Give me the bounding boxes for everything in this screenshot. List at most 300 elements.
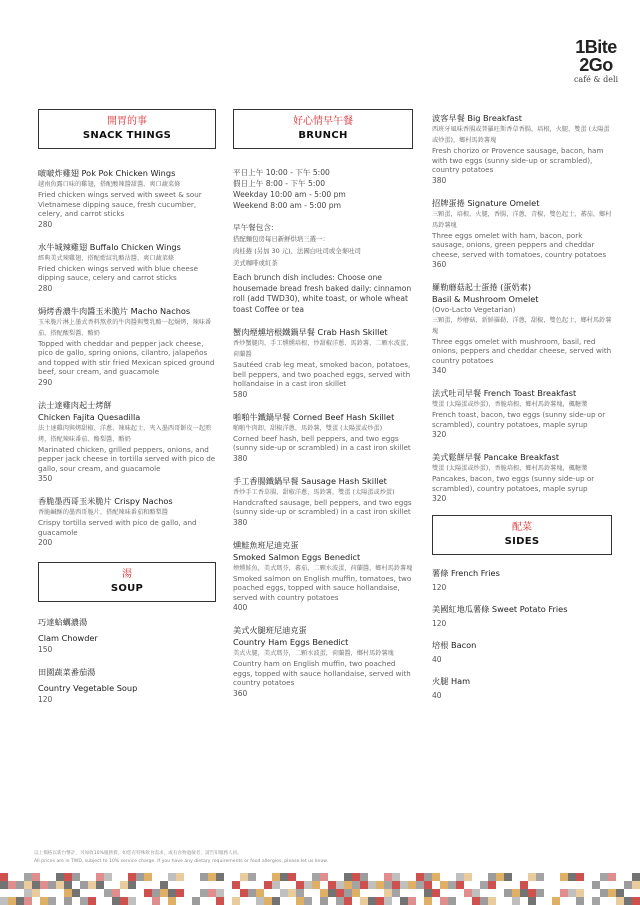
pattern-square (424, 889, 432, 897)
item-price: 400 (233, 603, 248, 612)
pattern-square (160, 881, 168, 889)
item-title: 法士達雞肉起士烤餅 (38, 399, 112, 410)
footer-notes (34, 850, 594, 866)
pattern-square (616, 889, 624, 897)
item-title: 水牛城辣雞翅 Buffalo Chicken Wings (38, 241, 181, 252)
pattern-square (632, 873, 640, 881)
item-desc-zh: 美式火腿，美式瑪芬，二顆水波蛋，荷蘭醬，鄉村馬鈴薯塊 (233, 650, 394, 657)
pattern-square (608, 873, 616, 881)
pattern-square (256, 897, 264, 905)
pattern-square (128, 873, 136, 881)
pattern-square (176, 873, 184, 881)
item-title-en: Clam Chowder (38, 633, 98, 643)
pattern-square (72, 889, 80, 897)
column-right (432, 112, 612, 711)
pattern-square (360, 897, 368, 905)
item-title: 招牌蛋捲 Signature Omelet (432, 197, 540, 208)
pattern-square (144, 889, 152, 897)
item-desc-en: Fried chicken wings served with blue cheese dipping sauce, celery and carrot sticks (38, 263, 198, 282)
item-title-en: Country Vegetable Soup (38, 683, 138, 693)
item-title: 美式火腿班尼迪克蛋 (233, 625, 307, 635)
section-title-en: BRUNCH (298, 130, 348, 141)
pattern-square (440, 897, 448, 905)
pattern-square (424, 873, 432, 881)
item-title: 啪啪牛鐵鍋早餐 Corned Beef Hash Skillet (233, 411, 395, 422)
pattern-square (344, 881, 352, 889)
item-desc-en: Fresh chorizo or Provence sausage, bacon, ham with two eggs (sunny side-up or scrambled), country potatoes (432, 146, 604, 174)
pattern-square (592, 881, 600, 889)
item-desc-en: French toast, bacon, two eggs (sunny side-up or scrambled), country potatoes, maple syrup (432, 410, 606, 429)
item-price: 320 (432, 430, 447, 439)
pattern-square (64, 873, 72, 881)
soup-header (38, 562, 216, 602)
pattern-square (600, 873, 608, 881)
includes-line-zh: 肉桂捲 (另加 30 元)、法國白吐司或全麥吐司 (233, 247, 361, 255)
pattern-square (304, 881, 312, 889)
item-desc-en: Topped with cheddar and pepper jack cheese, pico de gallo, spring onions, cilantro, jalapeños and topped with stir fried Mexican spiced ground beef, sour cream, and guacamole (38, 338, 215, 376)
pattern-square (392, 873, 400, 881)
pattern-square (392, 889, 400, 897)
brunch-includes (233, 222, 413, 315)
menu-item (233, 539, 413, 614)
item-desc-zh: 西班牙風味香腸或普羅旺斯香草香腸，培根，火腿，雙蛋 (太陽蛋或炒蛋)，鄉村馬鈴薯塊 (432, 126, 610, 144)
pattern-square (296, 897, 304, 905)
item-desc-zh: 啪啪牛肉卸，甜椒洋蔥，馬鈴薯，雙蛋 (太陽蛋或炒蛋) (233, 424, 383, 432)
menu-item (432, 639, 612, 665)
item-title-en: Basil & Mushroom Omelet (432, 294, 539, 304)
pattern-square (32, 881, 40, 889)
includes-line-zh: 美式咖啡或紅茶 (233, 259, 278, 267)
pattern-square (560, 889, 568, 897)
section-title-en: SNACK THINGS (82, 130, 172, 141)
pattern-square (320, 873, 328, 881)
pattern-square (24, 897, 32, 905)
pattern-square (40, 897, 48, 905)
menu-item (38, 616, 216, 655)
pattern-square (512, 889, 520, 897)
item-title: 田園蔬菜番茄湯 (38, 667, 96, 677)
logo (560, 38, 632, 84)
pattern-square (104, 889, 112, 897)
pattern-square (344, 889, 352, 897)
pattern-square (24, 889, 32, 897)
menu-item (432, 387, 612, 440)
pattern-square (56, 873, 64, 881)
item-desc-en: Three eggs omelet with ham, bacon, pork sausage, onions, green peppers and cheddar cheese, served with tomatoes, country potatoes (432, 230, 607, 259)
pattern-square (16, 881, 24, 889)
brunch-header (233, 109, 413, 149)
sides-header (432, 515, 612, 555)
pattern-square (168, 897, 176, 905)
pattern-square (168, 873, 176, 881)
pattern-square (416, 873, 424, 881)
pattern-square (216, 873, 224, 881)
pattern-square (568, 873, 576, 881)
item-title: 羅勒蘑菇起士蛋捲 (蛋奶素) (432, 282, 532, 292)
pattern-square (576, 873, 584, 881)
pattern-square (248, 873, 256, 881)
pattern-square (384, 873, 392, 881)
pattern-square (320, 889, 328, 897)
pattern-square (400, 881, 408, 889)
pattern-square (8, 881, 16, 889)
item-desc-zh: 雙蛋 (太陽蛋或炒蛋)，香脆培根，鄉村馬鈴薯塊，楓糖漿 (432, 401, 588, 408)
item-desc-en: Three eggs omelet with mushroom, basil, red onions, peppers and cheddar cheese, served with country potatoes (432, 336, 612, 365)
pattern-square (200, 889, 208, 897)
pattern-square (208, 873, 216, 881)
pattern-square (24, 873, 32, 881)
item-price: 380 (233, 453, 248, 463)
item-title: 蟹肉煙燻培根鐵鍋早餐 Crab Hash Skillet (233, 327, 388, 337)
item-title-en: Smoked Salmon Eggs Benedict (233, 551, 361, 562)
pattern-square (336, 889, 344, 897)
pattern-square (464, 889, 472, 897)
item-price: 350 (38, 474, 53, 483)
pattern-square (384, 897, 392, 905)
pattern-square (336, 897, 344, 905)
pattern-square (88, 897, 96, 905)
pattern-square (528, 897, 536, 905)
item-price: 360 (233, 688, 248, 698)
logo-line-1: 1Bite (575, 37, 617, 57)
section-title-zh: 配菜 (512, 522, 532, 533)
item-price: 380 (432, 175, 447, 185)
pattern-square (576, 897, 584, 905)
item-desc-en: Country ham on English muffin, two poached eggs, topped with sauce hollandaise, served with country potatoes (233, 659, 411, 687)
pattern-square (192, 897, 200, 905)
item-desc-zh: 香脆鹹酥的墨西哥脆片，搭配辣味番茄和酪梨醬 (38, 509, 168, 516)
section-title-en: SIDES (504, 536, 540, 547)
pattern-square (504, 889, 512, 897)
pattern-square (144, 873, 152, 881)
menu-item (432, 197, 612, 271)
item-price: 290 (38, 377, 53, 387)
pattern-square (624, 881, 632, 889)
pattern-square (480, 897, 488, 905)
pattern-square (552, 897, 560, 905)
pattern-square (344, 897, 352, 905)
pattern-square (88, 881, 96, 889)
section-title-zh: 開胃的事 (107, 116, 147, 127)
pattern-square (520, 881, 528, 889)
pattern-square (376, 897, 384, 905)
pattern-square (8, 897, 16, 905)
pattern-square (24, 881, 32, 889)
pattern-square (600, 889, 608, 897)
menu-item (233, 475, 413, 528)
pattern-square (440, 881, 448, 889)
pattern-square (304, 897, 312, 905)
pattern-square (408, 897, 416, 905)
pattern-square (272, 881, 280, 889)
pattern-square (576, 889, 584, 897)
pattern-square (288, 889, 296, 897)
pattern-square (64, 889, 72, 897)
item-desc-zh: 煙燻鮭魚，美式瑪芬，蕃茄，二顆水波蛋，荷蘭醬，鄉村馬鈴薯塊 (233, 564, 413, 572)
item-desc-zh: 玉米脆片淋上墨式香料熬煮的牛肉醬與雙乳酪一起焗烤，辣味番茄，搭配酸梨醬、酪奶 (38, 318, 212, 337)
pattern-square (48, 881, 56, 889)
pattern-square (64, 881, 72, 889)
pattern-square (168, 889, 176, 897)
item-price: 340 (432, 366, 447, 375)
menu-item (38, 399, 216, 485)
pattern-square (592, 897, 600, 905)
item-price: 360 (432, 260, 447, 269)
pattern-square (568, 889, 576, 897)
pattern-square (32, 873, 40, 881)
pattern-square (272, 897, 280, 905)
pattern-square (448, 881, 456, 889)
menu-item (432, 112, 612, 186)
pattern-square (264, 881, 272, 889)
menu-item (432, 567, 612, 593)
hours-line: Weekday 10:00 am - 5:00 pm (233, 190, 346, 199)
pattern-square (376, 881, 384, 889)
pattern-square (624, 897, 632, 905)
hours-line: 假日上午 8:00 - 下午 5:00 (233, 179, 326, 188)
menu-item (432, 675, 612, 701)
pattern-square (80, 881, 88, 889)
item-desc-en: Corned beef hash, bell peppers, and two eggs (sunny side-up or scrambled) in a cast iron skillet (233, 433, 411, 452)
pattern-square (352, 881, 360, 889)
pattern-square (616, 897, 624, 905)
pattern-square (120, 881, 128, 889)
menu-item (432, 281, 612, 376)
pattern-square (0, 897, 8, 905)
item-price: 320 (432, 494, 447, 503)
item-desc-zh: 法士達雞肉與烤甜椒、洋蔥、辣味起士，夾入墨西哥餅皮一起煎烤，搭配辣味番茄、酪梨醬、酪奶 (38, 424, 212, 443)
pattern-square (232, 881, 240, 889)
item-price: 280 (38, 283, 53, 293)
brunch-hours (233, 167, 413, 211)
section-title-en: SOUP (110, 583, 144, 594)
pattern-square (240, 889, 248, 897)
pattern-square (632, 897, 640, 905)
pattern-square (312, 881, 320, 889)
hours-line: 平日上午 10:00 - 下午 5:00 (233, 168, 330, 177)
pattern-square (264, 897, 272, 905)
item-price: 120 (432, 619, 447, 628)
pattern-square (296, 889, 304, 897)
pattern-square (32, 889, 40, 897)
pattern-square (472, 889, 480, 897)
logo-tagline: café & deli (573, 75, 619, 84)
pattern-square (152, 889, 160, 897)
item-price: 120 (38, 695, 53, 704)
pattern-square (424, 897, 432, 905)
menu-item (38, 666, 216, 705)
pattern-square (536, 873, 544, 881)
pattern-square (56, 881, 64, 889)
pattern-square (72, 873, 80, 881)
menu-item (233, 326, 413, 400)
pattern-square (464, 873, 472, 881)
pattern-square (408, 881, 416, 889)
pattern-square (328, 881, 336, 889)
column-middle (233, 109, 413, 710)
pattern-square (504, 873, 512, 881)
footer-note-zh: 以上價格以新台幣計，另加收10%服務費。如您有特殊飲食需求，或有食物過敏者，請告知服務人員。 (34, 851, 242, 856)
pattern-square (328, 889, 336, 897)
pattern-square (336, 881, 344, 889)
pattern-square (240, 873, 248, 881)
pattern-square (472, 897, 480, 905)
item-title: 美國紅地瓜薯條 Sweet Potato Fries (432, 604, 568, 614)
pattern-square (416, 881, 424, 889)
item-price: 380 (233, 517, 248, 527)
pattern-square (280, 873, 288, 881)
pattern-square (448, 897, 456, 905)
item-desc-zh: 三顆蛋，炒蘑菇，新鮮羅勒，洋蔥，甜椒，雙色起士，鄉村馬鈴薯塊 (432, 316, 612, 335)
item-title: 火腿 Ham (432, 676, 471, 686)
item-desc-en: Smoked salmon on English muffin, tomatoes, two poached eggs, topped with sauce hollandaise, served with country potatoes (233, 573, 412, 602)
pattern-square (96, 873, 104, 881)
item-title: 手工香腸鐵鍋早餐 Sausage Hash Skillet (233, 475, 387, 486)
pattern-square (0, 873, 8, 881)
pattern-square (400, 897, 408, 905)
pattern-square (536, 889, 544, 897)
item-price: 120 (432, 583, 447, 592)
pattern-square (216, 889, 224, 897)
item-title: 法式吐司早餐 French Toast Breakfast (432, 388, 577, 398)
logo-line-2: 2Go (579, 55, 613, 75)
item-title: 巧達蛤蠣濃湯 (38, 617, 88, 627)
includes-title-zh: 早午餐包含: (233, 223, 274, 232)
menu-item (432, 603, 612, 629)
pattern-square (352, 873, 360, 881)
item-desc-zh: 越南魚露口味的雞翅，搭配酸辣醬甜醬、爽口蔬菜條 (38, 181, 181, 188)
pattern-square (392, 881, 400, 889)
pattern-square (632, 881, 640, 889)
pattern-square (16, 897, 24, 905)
item-desc-zh: 香炒蟹腿肉、手工燻燻培根，炒甜椒洋蔥、馬鈴薯，二顆水波蛋，荷蘭醬 (233, 340, 413, 358)
pattern-square (320, 897, 328, 905)
hours-line: Weekend 8:00 am - 5:00 pm (233, 201, 342, 210)
pattern-square (432, 889, 440, 897)
pattern-square (384, 881, 392, 889)
section-title-zh: 好心情早午餐 (293, 116, 353, 127)
pattern-square (424, 881, 432, 889)
pattern-square (296, 881, 304, 889)
menu-item (38, 167, 216, 230)
menu-item (38, 495, 216, 548)
pattern-square (520, 889, 528, 897)
pattern-square (488, 873, 496, 881)
item-desc-en: Crispy tortilla served with pico de gallo, and guacamole (38, 518, 197, 537)
pattern-square (608, 889, 616, 897)
section-title-zh: 湯 (122, 569, 132, 580)
item-desc-zh: 香炒手工香草腸，甜椒洋蔥，馬鈴薯，雙蛋 (太陽蛋或炒蛋) (233, 488, 395, 496)
item-price: 580 (233, 389, 248, 399)
item-price: 40 (432, 691, 442, 700)
item-desc-en: Sautéed crab leg meat, smoked bacon, potatoes, bell peppers, and two poached eggs, served with hollandaise in a cast iron skillet (233, 360, 411, 388)
pattern-square (160, 889, 168, 897)
pattern-square (368, 881, 376, 889)
pattern-square (528, 889, 536, 897)
item-title: 薯條 French Fries (432, 568, 500, 578)
snack-header (38, 109, 216, 149)
pattern-square (80, 897, 88, 905)
pattern-square (280, 889, 288, 897)
pattern-square (112, 889, 120, 897)
item-desc-zh: 經典美式辣雞翅，搭配藍紋乳酪沾醬、爽口蔬菜條 (38, 254, 175, 262)
pattern-square (112, 897, 120, 905)
pattern-square (248, 889, 256, 897)
item-desc-en: Pancakes, bacon, two eggs (sunny side-up or scrambled), country potatoes, maple syrup (432, 474, 595, 493)
pattern-square (208, 889, 216, 897)
menu-item (233, 411, 413, 464)
pattern-square (512, 897, 520, 905)
pattern-square (560, 873, 568, 881)
pattern-square (136, 873, 144, 881)
pattern-square (432, 873, 440, 881)
pattern-square (152, 897, 160, 905)
pattern-square (128, 881, 136, 889)
pattern-square (104, 873, 112, 881)
item-title: 培根 Bacon (432, 640, 477, 650)
pattern-square (360, 881, 368, 889)
item-price: 200 (38, 538, 53, 547)
pattern-square (384, 889, 392, 897)
pattern-square (48, 897, 56, 905)
item-price: 280 (38, 219, 53, 229)
pattern-square (272, 873, 280, 881)
pattern-square (232, 897, 240, 905)
item-desc-en: Marinated chicken, grilled peppers, onions, and pepper jack cheese in tortilla served with pico de gallo, sour cream, and guacamole (38, 444, 216, 473)
item-price: 150 (38, 645, 53, 654)
pattern-square (40, 881, 48, 889)
column-left (38, 109, 216, 716)
item-title: 燻鮭魚班尼迪克蛋 (233, 539, 299, 550)
item-title: 焗烤香濃牛肉醬玉米脆片 Macho Nachos (38, 305, 191, 316)
pattern-square (96, 881, 104, 889)
item-desc-en: Fried chicken wings served with sweet & sour Vietnamese dipping sauce, fresh cucumber, celery, and carrot sticks (38, 190, 202, 218)
checker-pattern-border (0, 873, 640, 905)
pattern-square (360, 873, 368, 881)
pattern-square (488, 897, 496, 905)
pattern-square (200, 873, 208, 881)
item-price: 40 (432, 655, 442, 664)
item-desc-en: Handcrafted sausage, bell peppers, and two eggs (sunny side-up or scrambled) in a cast iron skillet (233, 497, 412, 516)
includes-line-zh: 搭配麵包房每日新鮮烘培三選一： (233, 235, 329, 243)
pattern-square (216, 897, 224, 905)
pattern-square (120, 897, 128, 905)
includes-en: Each brunch dish includes: Choose one housemade bread fresh baked daily: cinnamon roll (add TWD30), white toast, or whole wheat toast Coffee or tea (233, 273, 412, 314)
pattern-square (128, 897, 136, 905)
pattern-square (480, 881, 488, 889)
pattern-square (256, 889, 264, 897)
pattern-square (456, 881, 464, 889)
item-title: 波客早餐 Big Breakfast (432, 113, 523, 123)
item-title: 美式鬆餅早餐 Pancake Breakfast (432, 452, 560, 462)
pattern-square (0, 881, 8, 889)
pattern-square (344, 873, 352, 881)
item-title: 香脆墨西哥玉米脆片 Crispy Nachos (38, 496, 173, 506)
pattern-square (496, 873, 504, 881)
pattern-square (352, 889, 360, 897)
menu-item (38, 241, 216, 294)
pattern-square (528, 873, 536, 881)
item-desc-zh: 三顆蛋，培根，火腿，香腸，洋蔥，青椒，雙色起士，蕃茄，鄉村馬鈴薯塊 (432, 210, 612, 229)
item-desc-zh: 雙蛋 (太陽蛋或炒蛋)，香脆培根，鄉村馬鈴薯塊，楓糖漿 (432, 465, 588, 472)
footer-note-en: All prices are in TWD, subject to 10% service charge. If you have any dietary requirements or food allergies, please let us know. (34, 859, 329, 864)
pattern-square (176, 889, 184, 897)
item-title: 啵啵炸雞翅 Pok Pok Chicken Wings (38, 168, 176, 178)
pattern-square (288, 873, 296, 881)
pattern-square (368, 897, 376, 905)
pattern-square (64, 897, 72, 905)
item-title-en: Country Ham Eggs Benedict (233, 637, 349, 647)
